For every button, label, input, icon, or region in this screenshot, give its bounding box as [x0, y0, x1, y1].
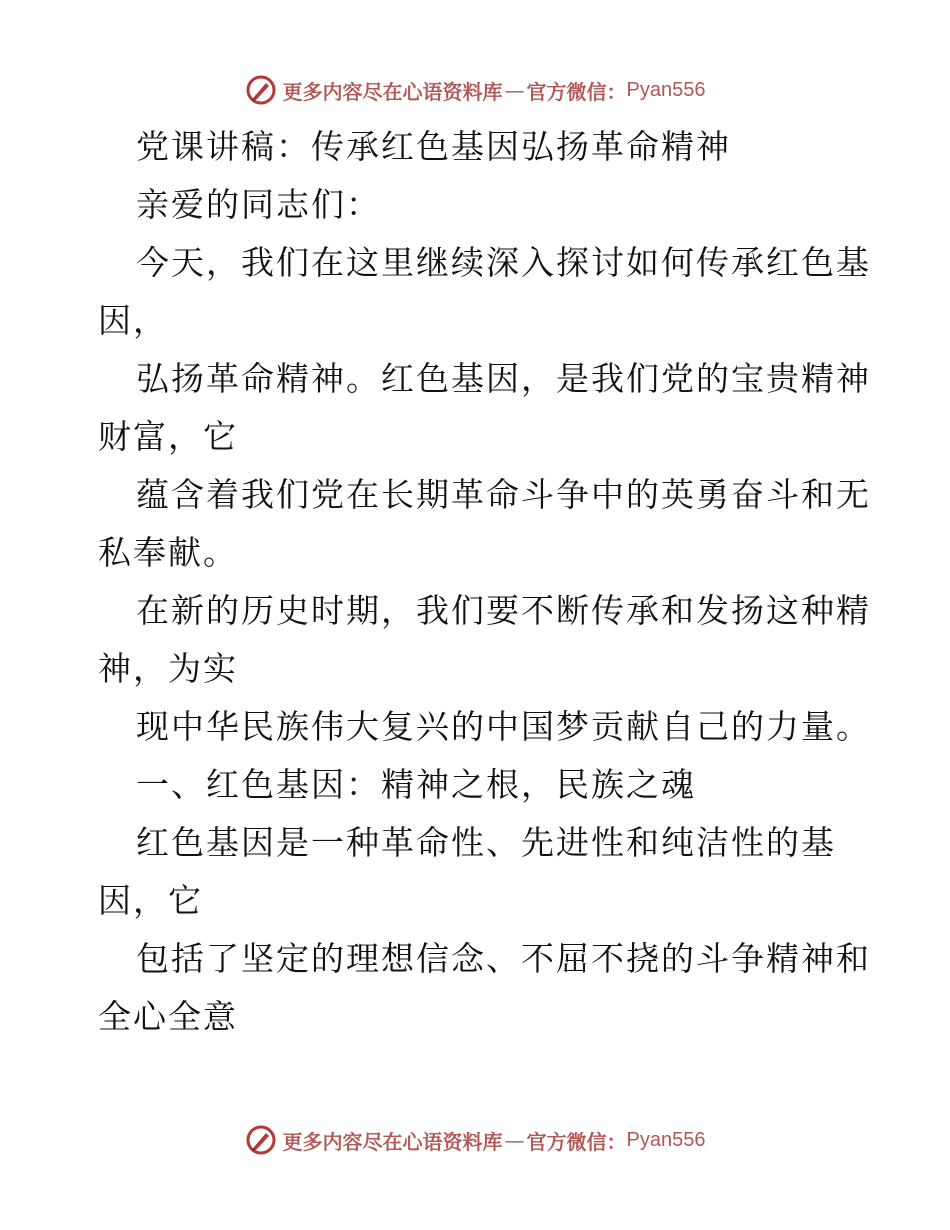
text-line: 在新的历史时期，我们要不断传承和发扬这种精 [136, 591, 871, 630]
text-line: 党课讲稿：传承红色基因弘扬革命精神 [136, 127, 731, 166]
text-line: 亲爱的同志们： [136, 185, 381, 224]
pen-logo-icon [245, 74, 277, 106]
text-line: 红色基因是一种革命性、先进性和纯洁性的基 [136, 823, 836, 862]
text-line: 神，为实 [98, 649, 238, 688]
banner-separator: — [504, 78, 525, 102]
text-line: 私奉献。 [98, 533, 238, 572]
text-line: 现中华民族伟大复兴的中国梦贡献自己的力量。 [136, 707, 871, 746]
text-line: 全心全意 [98, 997, 238, 1036]
banner-wechat-id: Pyan556 [626, 78, 706, 101]
text-line: 因，它 [98, 881, 203, 920]
document-body [98, 118, 871, 1046]
banner-wechat-label: 官方微信： [526, 1129, 627, 1154]
text-line: 蕴含着我们党在长期革命斗争中的英勇奋斗和无 [136, 475, 871, 514]
text-line: 一、红色基因：精神之根，民族之魂 [136, 765, 696, 804]
banner-text: 更多内容尽在心语资料库 [282, 79, 503, 104]
footer-banner [0, 1120, 950, 1160]
text-line: 因， [98, 301, 168, 340]
header-banner [0, 70, 950, 110]
text-line: 弘扬革命精神。红色基因，是我们党的宝贵精神 [136, 359, 871, 398]
banner-wechat-id: Pyan556 [626, 1128, 706, 1151]
banner-wechat-label: 官方微信： [526, 79, 627, 104]
text-line: 财富，它 [98, 417, 238, 456]
pen-logo-icon [245, 1124, 277, 1156]
text-line: 今天，我们在这里继续深入探讨如何传承红色基 [136, 243, 871, 282]
banner-separator: — [504, 1128, 525, 1152]
text-line: 包括了坚定的理想信念、不屈不挠的斗争精神和 [136, 939, 871, 978]
banner-text: 更多内容尽在心语资料库 [282, 1129, 503, 1154]
